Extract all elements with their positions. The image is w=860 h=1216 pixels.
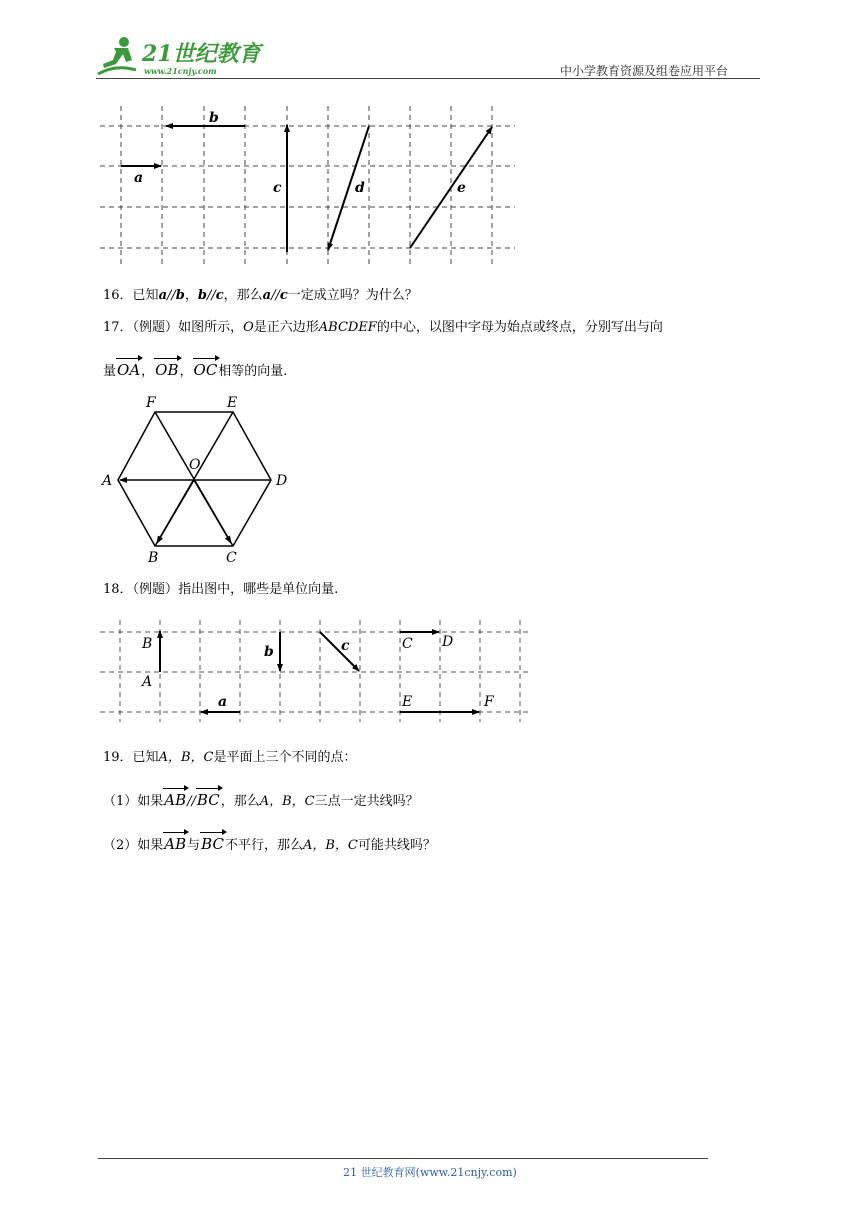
- label-a: a: [134, 170, 144, 186]
- vector-OB: OB: [155, 361, 179, 379]
- label-b: b: [209, 110, 219, 126]
- q17-sep: ，: [141, 364, 155, 379]
- var-b: b: [197, 288, 207, 303]
- hexagon-name: ABCDEF: [318, 320, 377, 335]
- label-d: d: [355, 180, 365, 196]
- vector-OC: [194, 480, 231, 543]
- q16-text-b: ，那么: [223, 288, 263, 303]
- question-17-line-2: [103, 360, 287, 382]
- var-c: c: [279, 288, 288, 303]
- footer-link[interactable]: 21 世纪教育网(www.21cnjy.com): [343, 1166, 517, 1179]
- q16-text-a: 已知: [132, 288, 159, 303]
- question-19-part-1: [103, 790, 419, 812]
- parallel-symbol: //: [167, 288, 176, 303]
- vector-OB: [157, 480, 194, 543]
- header-divider: [96, 78, 760, 79]
- vector-c: [320, 632, 359, 671]
- label-B: B: [142, 636, 153, 652]
- q17-text-b: 是正六边形: [253, 320, 319, 335]
- q16-comma: ，: [184, 288, 198, 303]
- question-number: 17．: [103, 320, 133, 335]
- label-D: D: [276, 473, 288, 489]
- q17-line2-text-b: 相等的向量.: [218, 364, 288, 379]
- vector-AB: AB: [164, 835, 187, 853]
- vector-AB: AB: [164, 791, 187, 809]
- question-number: 16．: [103, 288, 133, 303]
- vector-grid-figure-1: [100, 106, 520, 270]
- vector-BC: BC: [201, 835, 224, 853]
- label-D: D: [442, 634, 454, 650]
- question-16: [103, 286, 418, 306]
- question-18: [103, 580, 338, 600]
- question-19-part-2: [103, 834, 436, 856]
- vector-BC: BC: [196, 791, 220, 809]
- points-ABC: A，B，C: [259, 794, 315, 809]
- vector-OC: OC: [193, 361, 218, 379]
- runner-icon: [98, 37, 136, 74]
- vector-grid-figure-3: [100, 620, 532, 724]
- label-B: B: [148, 550, 159, 566]
- part-number: （1）: [103, 794, 138, 809]
- var-b: b: [175, 288, 185, 303]
- label-O: O: [189, 457, 201, 473]
- label-b: b: [264, 644, 274, 660]
- label-c: c: [273, 180, 282, 196]
- q19-p2-and: 与: [187, 838, 201, 853]
- grid-lines: [100, 106, 515, 268]
- parallel-symbol: //: [206, 288, 216, 303]
- question-17-line-1: [103, 318, 663, 338]
- example-tag: （例题）: [132, 582, 179, 597]
- question-number: 19．: [103, 750, 133, 765]
- label-F: F: [146, 395, 156, 411]
- footer-divider: [98, 1158, 708, 1159]
- parallel-symbol: //: [271, 288, 280, 303]
- q16-text-c: 一定成立吗？为什么？: [287, 288, 418, 303]
- example-tag: （例题）: [132, 320, 179, 335]
- label-E: E: [227, 395, 238, 411]
- q19-p1-text-c: 三点一定共线吗？: [314, 794, 419, 809]
- q19-p1-text-a: 如果: [137, 794, 164, 809]
- var-a: a: [262, 288, 272, 303]
- q19-p2-text-a: 如果: [137, 838, 164, 853]
- label-E: E: [402, 694, 413, 710]
- q19-p1-text-b: ，那么: [220, 794, 260, 809]
- logo-text: 21世纪教育: [142, 41, 261, 67]
- vector-OA: OA: [117, 361, 141, 379]
- q18-text: 指出图中，哪些是单位向量.: [178, 582, 339, 597]
- label-c: c: [341, 638, 350, 654]
- points-ABC: A，B，C: [302, 838, 358, 853]
- var-a: a: [158, 288, 167, 303]
- points-ABC: A，B，C: [158, 750, 214, 765]
- q17-text-a: 如图所示，: [178, 320, 244, 335]
- label-C: C: [402, 636, 413, 652]
- hexagon-figure: [98, 392, 298, 572]
- parallel-symbol: //: [187, 794, 196, 809]
- grid-lines: [100, 620, 528, 722]
- label-e: e: [457, 180, 466, 196]
- logo-url-text: www.21cnjy.com: [144, 66, 217, 76]
- q17-sep: ，: [179, 364, 193, 379]
- q17-line2-text-a: 量: [103, 364, 117, 379]
- label-A: A: [142, 674, 153, 690]
- label-C: C: [226, 550, 237, 566]
- question-number: 18．: [103, 582, 133, 597]
- site-logo: [96, 34, 266, 78]
- q19-text-b: 是平面上三个不同的点：: [213, 750, 357, 765]
- q19-p2-text-b: 不平行，那么: [224, 838, 303, 853]
- label-F: F: [484, 694, 494, 710]
- question-19: [103, 748, 356, 768]
- q19-p2-text-c: 可能共线吗？: [357, 838, 436, 853]
- var-c: c: [215, 288, 224, 303]
- label-A: A: [102, 473, 113, 489]
- header-platform-text: 中小学教育资源及组卷应用平台: [560, 64, 729, 78]
- part-number: （2）: [103, 838, 138, 853]
- q17-text-c: 的中心，以图中字母为始点或终点，分别写出与向: [376, 320, 663, 335]
- q19-text-a: 已知: [132, 750, 159, 765]
- label-a: a: [218, 694, 228, 710]
- var-o: O: [243, 320, 254, 335]
